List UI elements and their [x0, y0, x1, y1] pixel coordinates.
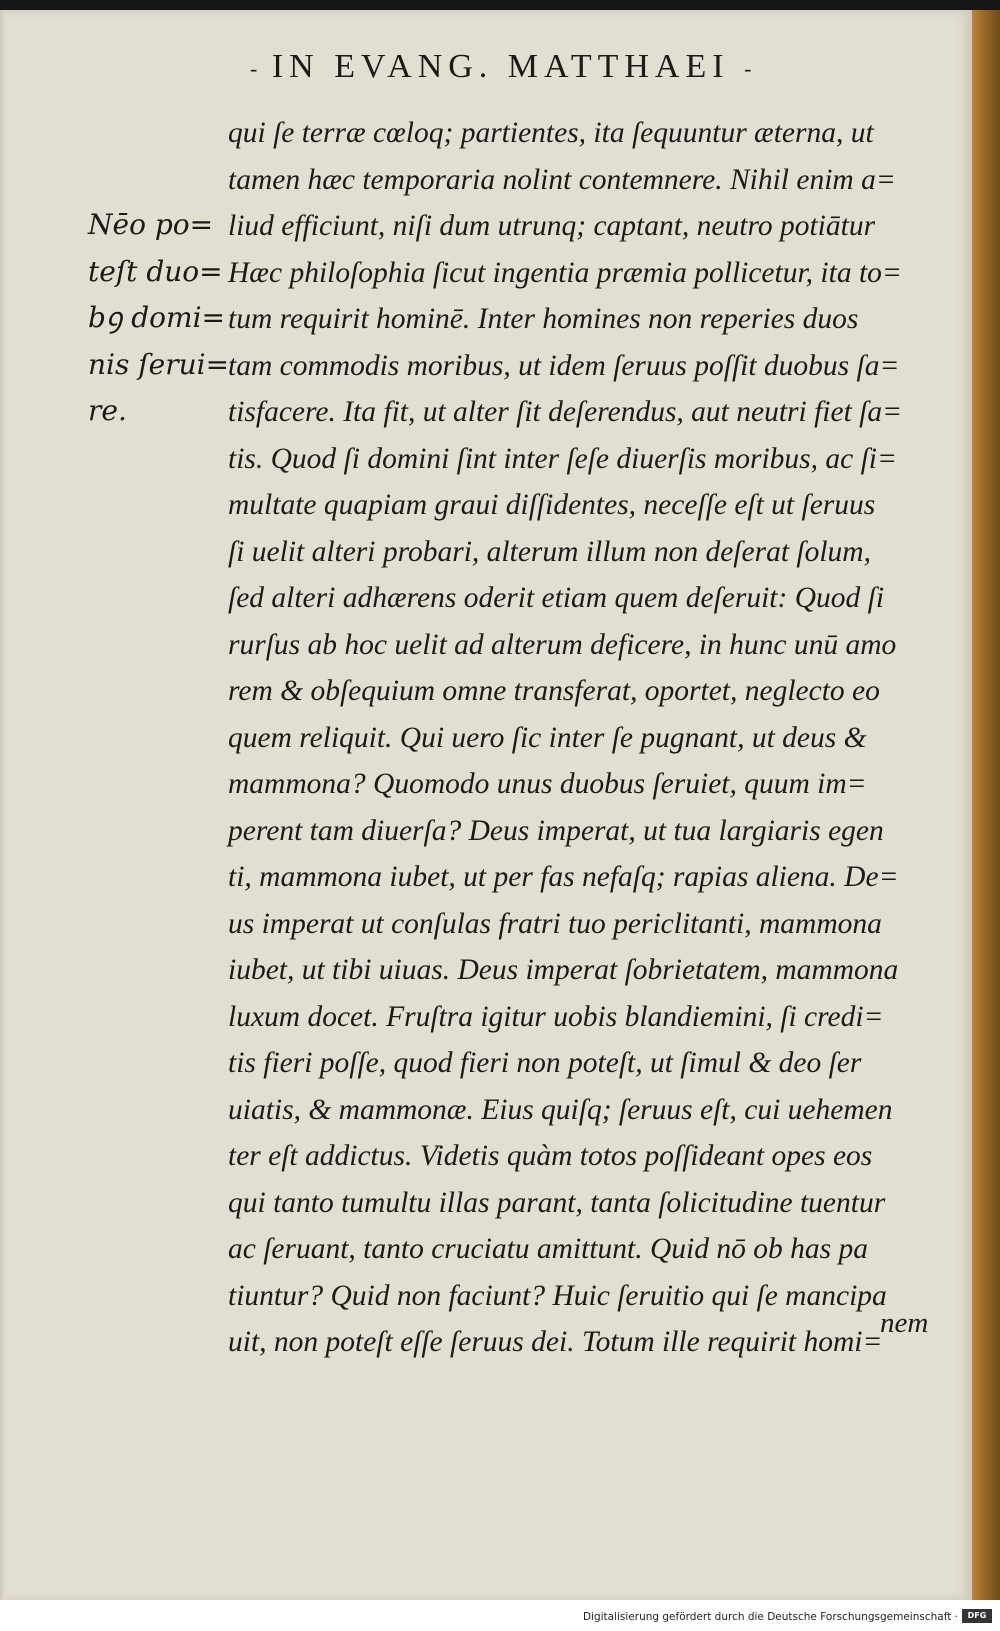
margin-line: teſt duo= — [88, 254, 223, 288]
text-line: ac ſeruant, tanto cruciatu amittunt. Quid nō ob has pa — [228, 1233, 868, 1265]
marginal-note — [88, 202, 230, 435]
text-line: ter eſt addictus. Videtis quàm totos poſſideant opes eos — [228, 1140, 873, 1172]
text-line: luxum docet. Fruſtra igitur uobis blandiemini, ſi credi= — [228, 1000, 884, 1033]
main-text-block — [228, 110, 948, 1366]
text-line: us imperat ut conſulas fratri tuo periclitanti, mammona — [228, 907, 882, 940]
book-fore-edge — [972, 10, 1000, 1600]
text-line: tum requirit hominē. Inter homines non reperies duos — [228, 303, 859, 335]
text-line: uiatis, & mammonæ. Eius quiſq; ſeruus eſt, cui uehemen — [228, 1093, 893, 1126]
text-line: multate quapiam graui diſſidentes, neceſſe eſt ut ſeruus — [228, 489, 876, 521]
text-line: ſi uelit alteri probari, alterum illum non deſerat ſolum, — [228, 535, 871, 568]
text-line: iubet, ut tibi uiuas. Deus imperat ſobrietatem, mammona — [228, 954, 899, 986]
header-right-ornament: - — [744, 56, 752, 82]
margin-line: bꝯ domi= — [88, 301, 226, 334]
text-line: liud efficiunt, niſi dum utrunq; captant, neutro potiātur — [228, 210, 876, 242]
catchword: nem — [880, 1307, 929, 1339]
running-header — [250, 48, 870, 90]
text-line: tis fieri poſſe, quod fieri non poteſt, ut ſimul & deo ſer — [228, 1047, 862, 1079]
text-line: mammona? Quomodo unus duobus ſeruiet, quum im= — [228, 768, 867, 800]
text-line: ti, mammona iubet, ut per fas nefaſq; rapias aliena. De= — [228, 861, 899, 893]
text-line: rem & obſequium omne transferat, oportet, neglecto eo — [228, 675, 880, 707]
digitization-credit: Digitalisierung gefördert durch die Deutsche Forschungsgemeinschaft · — [582, 1611, 958, 1623]
page-left-edge — [0, 10, 6, 1600]
margin-line: re. — [88, 394, 127, 427]
text-line: tiuntur? Quid non faciunt? Huic ſeruitio qui ſe mancipa — [228, 1279, 887, 1312]
text-line: ſed alteri adhærens oderit etiam quem deſeruit: Quod ſi — [228, 582, 885, 614]
text-line: tis. Quod ſi domini ſint inter ſeſe diuerſis moribus, ac ſi= — [228, 442, 897, 475]
text-line: uit, non poteſt eſſe ſeruus dei. Totum ille requirit homi= — [228, 1326, 883, 1358]
text-line: tisfacere. Ita fit, ut alter ſit deſerendus, aut neutri fiet ſa= — [228, 396, 903, 428]
text-line: tamen hæc temporaria nolint contemnere. Nihil enim a= — [228, 163, 896, 196]
margin-line: Nēo po= — [88, 208, 214, 241]
text-line: quem reliquit. Qui uero ſic inter ſe pugnant, ut deus & — [228, 721, 867, 754]
running-title: IN EVANG. MATTHAEI — [271, 48, 730, 85]
text-line: qui ſe terræ cœloq; partientes, ita ſequuntur æterna, ut — [228, 117, 874, 149]
text-line: tam commodis moribus, ut idem ſeruus poſſit duobus ſa= — [228, 349, 900, 382]
text-line: qui tanto tumultu illas parant, tanta ſolicitudine tuentur — [228, 1186, 886, 1219]
dfg-logo-icon: DFG — [962, 1609, 992, 1623]
header-left-ornament: - — [250, 56, 258, 82]
text-line: perent tam diuerſa? Deus imperat, ut tua largiaris egen — [228, 814, 884, 847]
text-line: rurſus ab hoc uelit ad alterum deficere, in hunc unū amo — [228, 628, 897, 661]
margin-line: nis ſerui= — [88, 347, 230, 381]
text-line: Hæc philoſophia ſicut ingentia præmia pollicetur, ita to= — [228, 256, 902, 289]
